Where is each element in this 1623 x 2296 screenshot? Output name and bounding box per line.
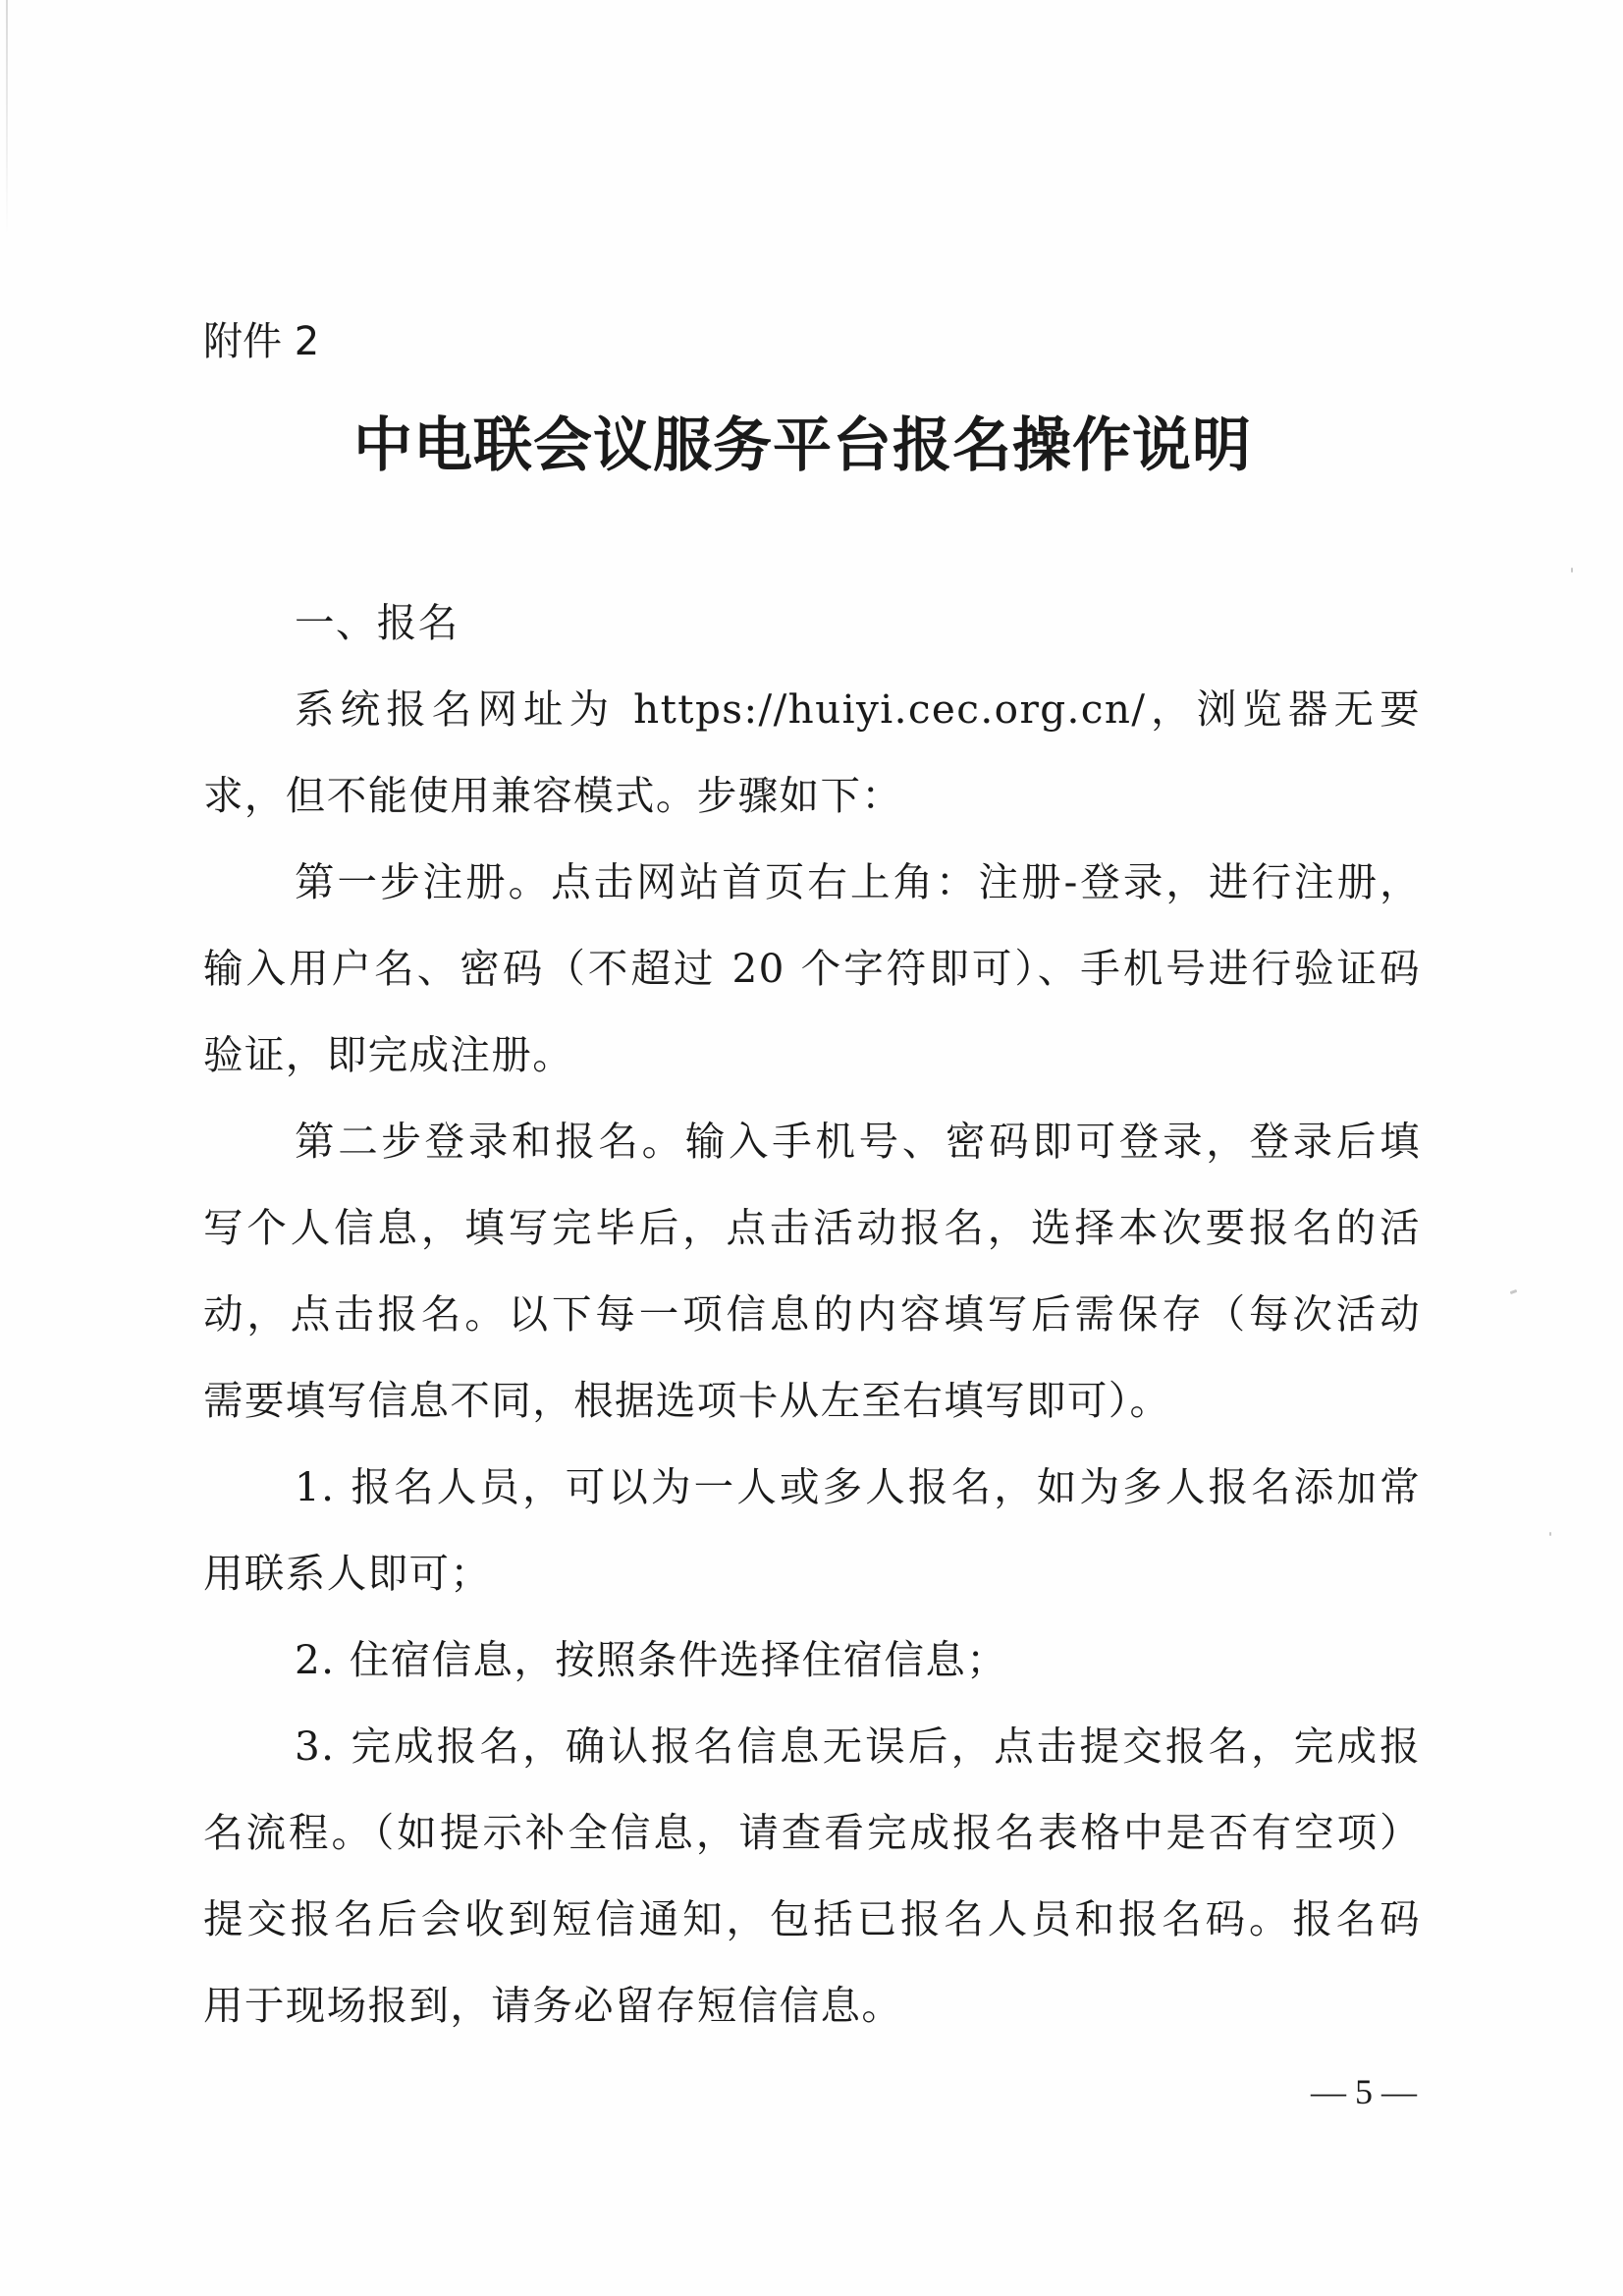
paragraph-line: 验证，即完成注册。	[203, 1031, 574, 1078]
paragraph-line: 2. 住宿信息，按照条件选择住宿信息；	[295, 1636, 1008, 1683]
paragraph-line: 名流程。（如提示补全信息，请查看完成报名表格中是否有空项）	[203, 1809, 1421, 1856]
paragraph-line: 用联系人即可；	[203, 1550, 492, 1597]
paragraph-line: 用于现场报到，请务必留存短信信息。	[203, 1982, 903, 2029]
paragraph-line: 动，点击报名。以下每一项信息的内容填写后需保存（每次活动	[203, 1290, 1421, 1338]
paragraph-line: 输入用户名、密码（不超过 20 个字符即可）、手机号进行验证码	[203, 945, 1421, 992]
paragraph-line: 提交报名后会收到短信通知，包括已报名人员和报名码。报名码	[203, 1895, 1421, 1942]
scan-speck	[1571, 568, 1573, 573]
paragraph-line: 第二步登录和报名。输入手机号、密码即可登录，登录后填	[295, 1118, 1421, 1165]
scan-speck	[1549, 1532, 1551, 1536]
scan-speck	[1510, 1289, 1518, 1294]
page-number: — 5 —	[1311, 2072, 1417, 2111]
document-title: 中电联会议服务平台报名操作说明	[353, 411, 1252, 480]
paragraph-line: 3. 完成报名，确认报名信息无误后，点击提交报名，完成报	[295, 1722, 1421, 1770]
paragraph-line: 写个人信息，填写完毕后，点击活动报名，选择本次要报名的活	[203, 1204, 1421, 1251]
paragraph-line: 系统报名网址为 https://huiyi.cec.org.cn/，浏览器无要	[295, 685, 1421, 733]
paragraph-line: 需要填写信息不同，根据选项卡从左至右填写即可）。	[203, 1377, 1171, 1424]
paragraph-line: 1. 报名人员，可以为一人或多人报名，如为多人报名添加常	[295, 1463, 1421, 1510]
attachment-label: 附件 2	[203, 319, 320, 364]
scan-edge-shadow	[6, 0, 8, 236]
paragraph-line: 第一步注册。点击网站首页右上角：注册-登录，进行注册，	[295, 858, 1421, 905]
section-heading: 一、报名	[295, 599, 460, 646]
paragraph-line: 求，但不能使用兼容模式。步骤如下：	[203, 772, 903, 819]
document-body	[203, 579, 1421, 2049]
